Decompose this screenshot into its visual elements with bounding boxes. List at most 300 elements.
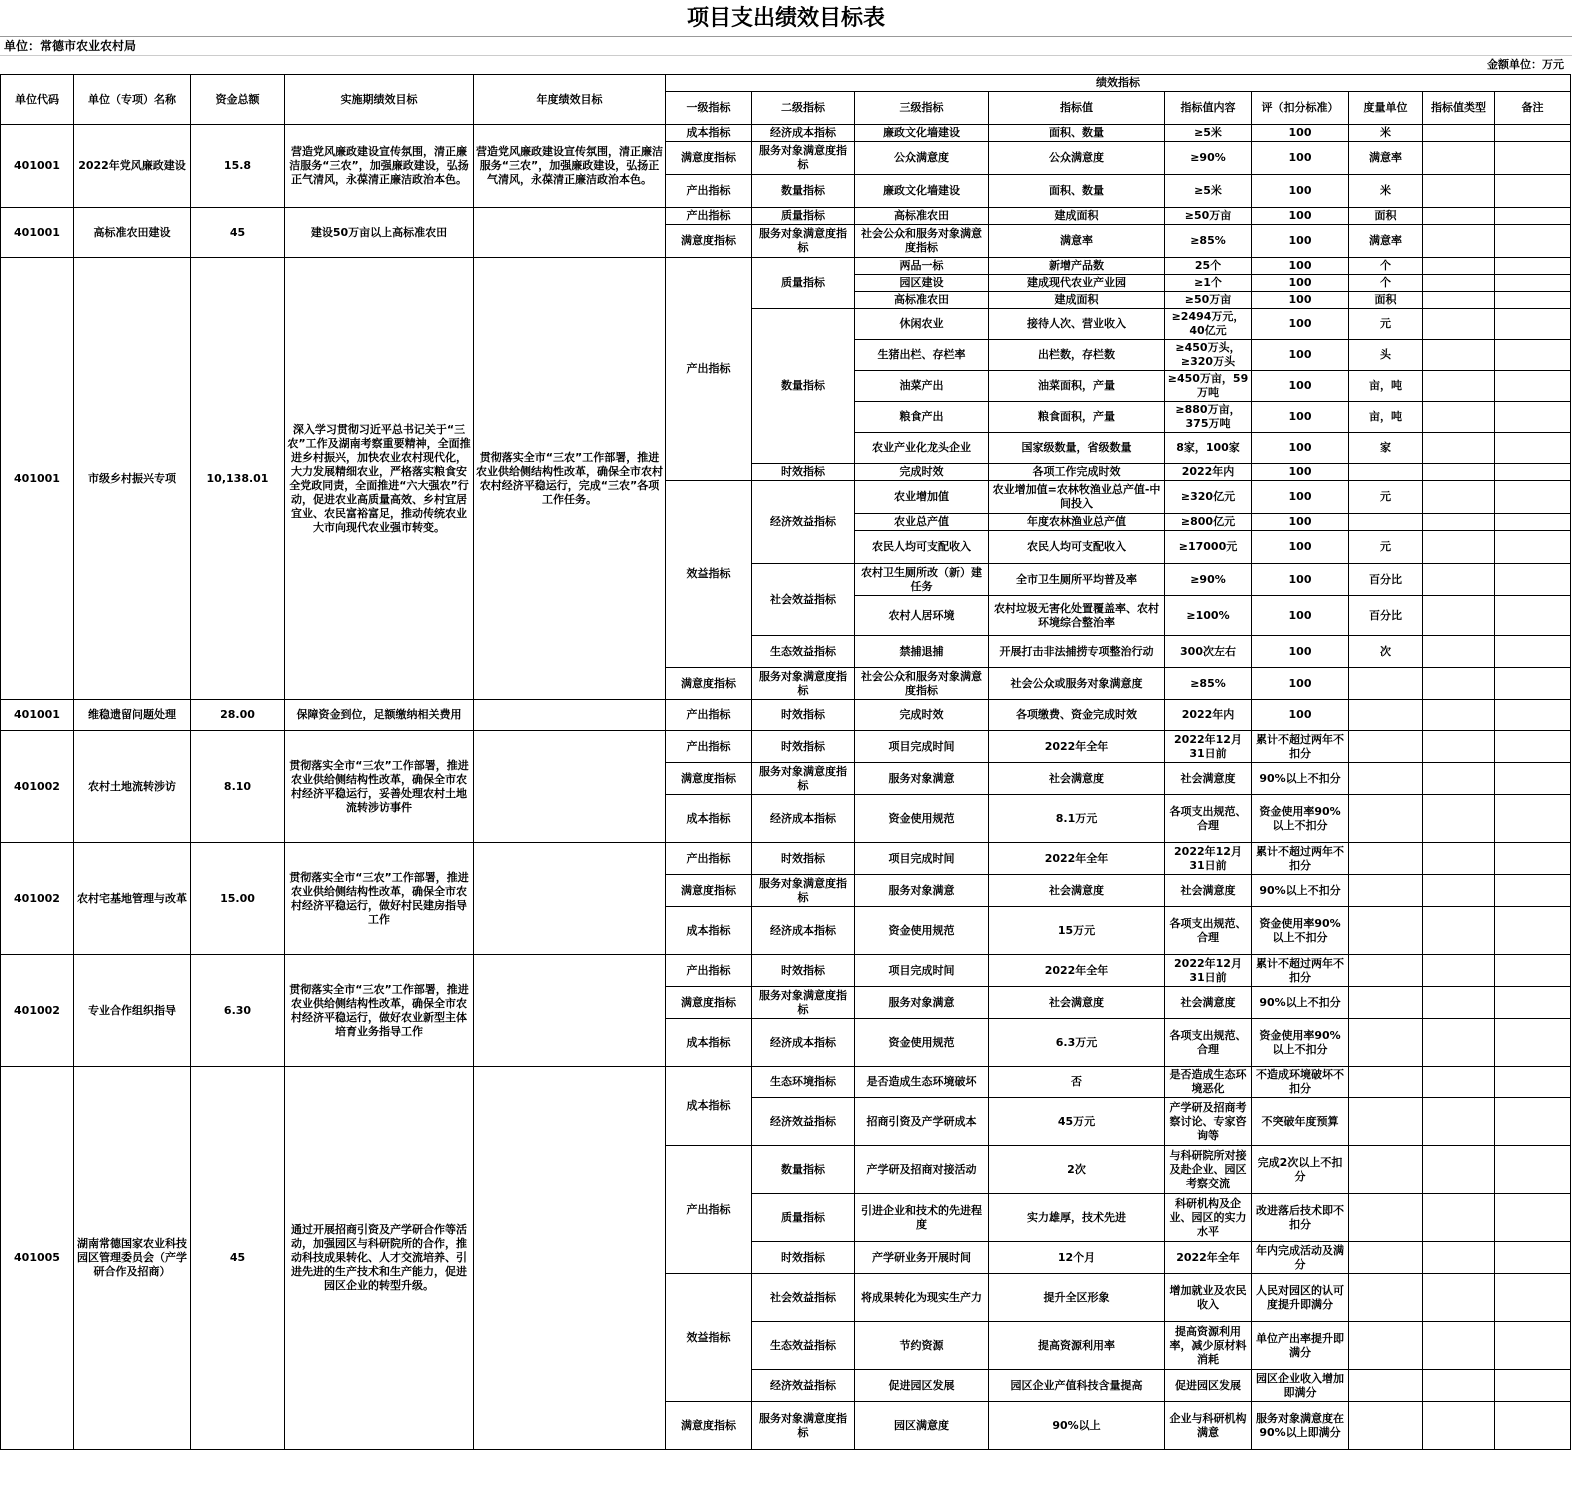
indicator-measure-unit: [1349, 1067, 1423, 1098]
indicator-score: 单位产出率提升即满分: [1252, 1322, 1349, 1370]
indicator-content: ≥85%: [1165, 668, 1252, 700]
level2-indicator: 经济效益指标: [752, 1098, 855, 1146]
indicator-value: 6.3万元: [989, 1019, 1165, 1067]
project-annual-goal: [474, 955, 666, 1067]
indicator-value-type: [1423, 402, 1495, 433]
header-remark: 备注: [1495, 92, 1571, 125]
indicator-score: 100: [1252, 596, 1349, 636]
indicator-measure-unit: [1349, 1098, 1423, 1146]
indicator-measure-unit: [1349, 987, 1423, 1019]
indicator-value: 农业增加值=农林牧渔业总产值-中间投入: [989, 481, 1165, 514]
level3-indicator: 农业总产值: [855, 514, 989, 531]
level3-indicator: 公众满意度: [855, 142, 989, 175]
level3-indicator: 油菜产出: [855, 371, 989, 402]
indicator-score: 100: [1252, 340, 1349, 371]
level3-indicator: 服务对象满意: [855, 763, 989, 795]
level2-indicator: 服务对象满意度指标: [752, 142, 855, 175]
indicator-score: 100: [1252, 225, 1349, 258]
indicator-measure-unit: 个: [1349, 275, 1423, 292]
indicator-remark: [1495, 907, 1571, 955]
indicator-value: 90%以上: [989, 1402, 1165, 1450]
indicator-score: 不突破年度预算: [1252, 1098, 1349, 1146]
level1-indicator: 满意度指标: [666, 763, 752, 795]
indicator-measure-unit: [1349, 843, 1423, 875]
indicator-value: 2022年全年: [989, 955, 1165, 987]
level3-indicator: 农民人均可支配收入: [855, 531, 989, 564]
project-code: 401001: [1, 125, 74, 208]
indicator-content: 8家，100家: [1165, 433, 1252, 464]
project-annual-goal: [474, 731, 666, 843]
indicator-content: 300次左右: [1165, 636, 1252, 668]
level3-indicator: 园区满意度: [855, 1402, 989, 1450]
money-unit-label: 金额单位：万元: [1487, 58, 1564, 71]
level3-indicator: 产学研及招商对接活动: [855, 1146, 989, 1194]
indicator-score: 90%以上不扣分: [1252, 987, 1349, 1019]
project-annual-goal: 营造党风廉政建设宣传氛围，清正廉洁服务“三农”，加强廉政建设，弘扬正气清风，永葆清正廉洁政治本色。: [474, 125, 666, 208]
indicator-value: 提高资源利用率: [989, 1322, 1165, 1370]
level2-indicator: 生态效益指标: [752, 636, 855, 668]
indicator-measure-unit: [1349, 907, 1423, 955]
indicator-score: 累计不超过两年不扣分: [1252, 843, 1349, 875]
indicator-score: 100: [1252, 208, 1349, 225]
indicator-content: 2022年12月31日前: [1165, 955, 1252, 987]
indicator-measure-unit: 米: [1349, 125, 1423, 142]
project-annual-goal: [474, 208, 666, 258]
project-amount: 15.00: [191, 843, 285, 955]
level3-indicator: 休闲农业: [855, 309, 989, 340]
level2-indicator: 数量指标: [752, 309, 855, 464]
indicator-value-type: [1423, 433, 1495, 464]
table-row: [1, 700, 1571, 731]
indicator-score: 100: [1252, 700, 1349, 731]
indicator-remark: [1495, 514, 1571, 531]
project-name: 维稳遗留问题处理: [74, 700, 191, 731]
indicator-remark: [1495, 596, 1571, 636]
indicator-measure-unit: [1349, 1322, 1423, 1370]
level2-indicator: 服务对象满意度指标: [752, 875, 855, 907]
indicator-value: 各项工作完成时效: [989, 464, 1165, 481]
indicator-value-type: [1423, 763, 1495, 795]
unit-label: 单位：常德市农业农村局: [0, 37, 1572, 56]
indicator-score: 90%以上不扣分: [1252, 875, 1349, 907]
level3-indicator: 引进企业和技术的先进程度: [855, 1194, 989, 1242]
indicator-content: ≥5米: [1165, 175, 1252, 208]
level2-indicator: 时效指标: [752, 955, 855, 987]
level2-indicator: 服务对象满意度指标: [752, 987, 855, 1019]
indicator-value: 建成面积: [989, 208, 1165, 225]
indicator-content: 产学研及招商考察讨论、专家咨询等: [1165, 1098, 1252, 1146]
indicator-measure-unit: [1349, 700, 1423, 731]
level1-indicator: 满意度指标: [666, 668, 752, 700]
project-period-goal: 贯彻落实全市“三农”工作部署，推进农业供给侧结构性改革，确保全市农村经济平稳运行，做好村民建房指导工作: [285, 843, 474, 955]
level1-indicator: 满意度指标: [666, 225, 752, 258]
level2-indicator: 时效指标: [752, 1242, 855, 1274]
table-row: [1, 125, 1571, 142]
level2-indicator: 经济成本指标: [752, 795, 855, 843]
level3-indicator: 是否造成生态环境破坏: [855, 1067, 989, 1098]
indicator-value-type: [1423, 275, 1495, 292]
indicator-measure-unit: 次: [1349, 636, 1423, 668]
level1-indicator: 产出指标: [666, 700, 752, 731]
indicator-score: 年内完成活动及满分: [1252, 1242, 1349, 1274]
indicator-score: 100: [1252, 481, 1349, 514]
header-score: 评（扣分标准）: [1252, 92, 1349, 125]
indicator-content: 提高资源利用率，减少原材料消耗: [1165, 1322, 1252, 1370]
header-level3: 三级指标: [855, 92, 989, 125]
indicator-content: 企业与科研机构满意: [1165, 1402, 1252, 1450]
indicator-content: ≥320亿元: [1165, 481, 1252, 514]
level1-indicator: 成本指标: [666, 1067, 752, 1146]
indicator-remark: [1495, 464, 1571, 481]
level3-indicator: 项目完成时间: [855, 843, 989, 875]
indicator-measure-unit: [1349, 763, 1423, 795]
level3-indicator: 完成时效: [855, 700, 989, 731]
project-period-goal: 建设50万亩以上高标准农田: [285, 208, 474, 258]
level2-indicator: 经济效益指标: [752, 481, 855, 564]
indicator-value: 2022年全年: [989, 731, 1165, 763]
indicator-score: 100: [1252, 402, 1349, 433]
indicator-remark: [1495, 1194, 1571, 1242]
indicator-measure-unit: 百分比: [1349, 564, 1423, 596]
table-row: [1, 955, 1571, 987]
indicator-value: 2次: [989, 1146, 1165, 1194]
level3-indicator: 社会公众和服务对象满意度指标: [855, 668, 989, 700]
level2-indicator: 经济成本指标: [752, 1019, 855, 1067]
indicator-remark: [1495, 731, 1571, 763]
indicator-value-type: [1423, 596, 1495, 636]
indicator-value: 粮食面积，产量: [989, 402, 1165, 433]
indicator-measure-unit: [1349, 875, 1423, 907]
level1-indicator: 满意度指标: [666, 1402, 752, 1450]
indicator-value-type: [1423, 875, 1495, 907]
indicator-content: 是否造成生态环境恶化: [1165, 1067, 1252, 1098]
indicator-value-type: [1423, 1067, 1495, 1098]
indicator-value-type: [1423, 1194, 1495, 1242]
indicator-value-type: [1423, 700, 1495, 731]
indicator-score: 园区企业收入增加即满分: [1252, 1370, 1349, 1402]
header-value: 指标值: [989, 92, 1165, 125]
indicator-score: 不造成环境破坏不扣分: [1252, 1067, 1349, 1098]
header-level2: 二级指标: [752, 92, 855, 125]
indicator-measure-unit: 元: [1349, 309, 1423, 340]
level1-indicator: 成本指标: [666, 795, 752, 843]
indicator-remark: [1495, 309, 1571, 340]
indicator-value: 45万元: [989, 1098, 1165, 1146]
indicator-value: 社会公众或服务对象满意度: [989, 668, 1165, 700]
indicator-measure-unit: [1349, 1274, 1423, 1322]
level2-indicator: 时效指标: [752, 700, 855, 731]
indicator-score: 100: [1252, 531, 1349, 564]
header-unit-name: 单位（专项）名称: [74, 75, 191, 125]
level3-indicator: 廉政文化墙建设: [855, 125, 989, 142]
project-amount: 45: [191, 1067, 285, 1450]
level3-indicator: 农业产业化龙头企业: [855, 433, 989, 464]
indicator-score: 100: [1252, 175, 1349, 208]
indicator-value-type: [1423, 1098, 1495, 1146]
indicator-value-type: [1423, 481, 1495, 514]
indicator-value: 农民人均可支配收入: [989, 531, 1165, 564]
indicator-measure-unit: 满意率: [1349, 142, 1423, 175]
project-annual-goal: [474, 700, 666, 731]
indicator-value: 否: [989, 1067, 1165, 1098]
indicator-measure-unit: [1349, 464, 1423, 481]
indicator-measure-unit: 头: [1349, 340, 1423, 371]
indicator-value-type: [1423, 309, 1495, 340]
indicator-content: ≥880万亩，375万吨: [1165, 402, 1252, 433]
project-period-goal: 贯彻落实全市“三农”工作部署，推进农业供给侧结构性改革，确保全市农村经济平稳运行，做好农业新型主体培育业务指导工作: [285, 955, 474, 1067]
level2-indicator: 质量指标: [752, 208, 855, 225]
indicator-value: 实力雄厚，技术先进: [989, 1194, 1165, 1242]
indicator-value: 各项缴费、资金完成时效: [989, 700, 1165, 731]
project-name: 市级乡村振兴专项: [74, 258, 191, 700]
level2-indicator: 时效指标: [752, 731, 855, 763]
indicator-value-type: [1423, 464, 1495, 481]
indicator-score: 100: [1252, 371, 1349, 402]
header-indicators: 绩效指标: [666, 75, 1571, 92]
indicator-content: 25个: [1165, 258, 1252, 275]
project-period-goal: 营造党风廉政建设宣传氛围，清正廉洁服务“三农”，加强廉政建设，弘扬正气清风，永葆清正廉洁政治本色。: [285, 125, 474, 208]
indicator-remark: [1495, 481, 1571, 514]
indicator-score: 100: [1252, 125, 1349, 142]
indicator-value-type: [1423, 514, 1495, 531]
table-row: [1, 1067, 1571, 1098]
indicator-measure-unit: 满意率: [1349, 225, 1423, 258]
indicator-score: 资金使用率90%以上不扣分: [1252, 795, 1349, 843]
indicator-score: 完成2次以上不扣分: [1252, 1146, 1349, 1194]
level3-indicator: 资金使用规范: [855, 795, 989, 843]
indicator-value: 油菜面积，产量: [989, 371, 1165, 402]
indicator-content: 社会满意度: [1165, 875, 1252, 907]
indicator-remark: [1495, 763, 1571, 795]
indicator-score: 100: [1252, 668, 1349, 700]
indicator-value-type: [1423, 225, 1495, 258]
indicator-value-type: [1423, 1402, 1495, 1450]
indicator-measure-unit: 米: [1349, 175, 1423, 208]
indicator-value-type: [1423, 955, 1495, 987]
project-period-goal: 保障资金到位，足额缴纳相关费用: [285, 700, 474, 731]
indicator-value-type: [1423, 907, 1495, 955]
indicator-content: 2022年12月31日前: [1165, 731, 1252, 763]
indicator-content: 促进园区发展: [1165, 1370, 1252, 1402]
indicator-value-type: [1423, 371, 1495, 402]
indicator-measure-unit: 百分比: [1349, 596, 1423, 636]
indicator-score: 100: [1252, 309, 1349, 340]
indicator-remark: [1495, 371, 1571, 402]
level1-indicator: 产出指标: [666, 258, 752, 481]
project-amount: 10,138.01: [191, 258, 285, 700]
indicator-value-type: [1423, 1274, 1495, 1322]
indicator-remark: [1495, 875, 1571, 907]
level2-indicator: 生态环境指标: [752, 1067, 855, 1098]
indicator-score: 100: [1252, 564, 1349, 596]
indicator-value: 社会满意度: [989, 763, 1165, 795]
level2-indicator: 经济成本指标: [752, 125, 855, 142]
indicator-remark: [1495, 1019, 1571, 1067]
indicator-measure-unit: 面积: [1349, 208, 1423, 225]
project-name: 专业合作组织指导: [74, 955, 191, 1067]
indicator-content: ≥5米: [1165, 125, 1252, 142]
indicator-remark: [1495, 700, 1571, 731]
indicator-content: 2022年全年: [1165, 1242, 1252, 1274]
indicator-value-type: [1423, 531, 1495, 564]
table-row: [1, 731, 1571, 763]
indicator-content: 增加就业及农民收入: [1165, 1274, 1252, 1322]
level1-indicator: 产出指标: [666, 955, 752, 987]
project-code: 401002: [1, 843, 74, 955]
indicator-remark: [1495, 987, 1571, 1019]
indicator-remark: [1495, 668, 1571, 700]
page-title: 项目支出绩效目标表: [0, 0, 1572, 37]
level1-indicator: 产出指标: [666, 175, 752, 208]
indicator-value-type: [1423, 843, 1495, 875]
indicator-value-type: [1423, 987, 1495, 1019]
header-period-goal: 实施期绩效目标: [285, 75, 474, 125]
indicator-value: 建成现代农业产业园: [989, 275, 1165, 292]
header-annual-goal: 年度绩效目标: [474, 75, 666, 125]
indicator-content: ≥800亿元: [1165, 514, 1252, 531]
project-period-goal: 贯彻落实全市“三农”工作部署，推进农业供给侧结构性改革，确保全市农村经济平稳运行，妥善处理农村土地流转涉访事件: [285, 731, 474, 843]
indicator-value: 国家级数量，省级数量: [989, 433, 1165, 464]
indicator-remark: [1495, 433, 1571, 464]
indicator-measure-unit: [1349, 795, 1423, 843]
indicator-remark: [1495, 955, 1571, 987]
indicator-value: 全市卫生厕所平均普及率: [989, 564, 1165, 596]
indicator-measure-unit: [1349, 1402, 1423, 1450]
level3-indicator: 农村卫生厕所改（新）建任务: [855, 564, 989, 596]
indicator-value: 出栏数，存栏数: [989, 340, 1165, 371]
level1-indicator: 满意度指标: [666, 987, 752, 1019]
indicator-content: ≥1个: [1165, 275, 1252, 292]
indicator-value-type: [1423, 175, 1495, 208]
table-row: [1, 843, 1571, 875]
indicator-value: 园区企业产值科技含量提高: [989, 1370, 1165, 1402]
level1-indicator: 产出指标: [666, 731, 752, 763]
header-value-type: 指标值类型: [1423, 92, 1495, 125]
indicator-measure-unit: [1349, 1242, 1423, 1274]
indicator-value-type: [1423, 208, 1495, 225]
indicator-value-type: [1423, 795, 1495, 843]
level3-indicator: 项目完成时间: [855, 955, 989, 987]
level3-indicator: 粮食产出: [855, 402, 989, 433]
level1-indicator: 产出指标: [666, 1146, 752, 1274]
project-name: 高标准农田建设: [74, 208, 191, 258]
project-code: 401001: [1, 258, 74, 700]
indicator-measure-unit: 元: [1349, 531, 1423, 564]
indicator-value-type: [1423, 142, 1495, 175]
project-code: 401001: [1, 208, 74, 258]
indicator-score: 人民对园区的认可度提升即满分: [1252, 1274, 1349, 1322]
project-name: 农村宅基地管理与改革: [74, 843, 191, 955]
indicator-score: 100: [1252, 636, 1349, 668]
level3-indicator: 园区建设: [855, 275, 989, 292]
indicator-content: 科研机构及企业、园区的实力水平: [1165, 1194, 1252, 1242]
indicator-value: 15万元: [989, 907, 1165, 955]
indicator-measure-unit: [1349, 1019, 1423, 1067]
project-period-goal: 深入学习贯彻习近平总书记关于“三农”工作及湖南考察重要精神，全面推进乡村振兴，加快农业农村现代化，大力发展精细农业，严格落实粮食安全党政同责，全面推进“六大强农”行动，促进农业高质量高效、乡村宜居宜业、农民富裕富足，推动传统农业大市向现代农业强市转变。: [285, 258, 474, 700]
project-code: 401005: [1, 1067, 74, 1450]
indicator-score: 100: [1252, 433, 1349, 464]
indicator-content: 2022年内: [1165, 700, 1252, 731]
indicator-content: ≥100%: [1165, 596, 1252, 636]
project-period-goal: 通过开展招商引资及产学研合作等活动，加强园区与科研院所的合作，推动科技成果转化、人才交流培养、引进先进的生产技术和生产能力，促进园区企业的转型升级。: [285, 1067, 474, 1450]
indicator-value-type: [1423, 668, 1495, 700]
level3-indicator: 促进园区发展: [855, 1370, 989, 1402]
indicator-remark: [1495, 795, 1571, 843]
level2-indicator: 经济效益指标: [752, 1370, 855, 1402]
level2-indicator: 社会效益指标: [752, 1274, 855, 1322]
level3-indicator: 社会公众和服务对象满意度指标: [855, 225, 989, 258]
level1-indicator: 效益指标: [666, 481, 752, 668]
indicator-value-type: [1423, 564, 1495, 596]
project-amount: 8.10: [191, 731, 285, 843]
level1-indicator: 满意度指标: [666, 875, 752, 907]
indicator-remark: [1495, 1098, 1571, 1146]
indicator-content: ≥90%: [1165, 564, 1252, 596]
level1-indicator: 满意度指标: [666, 142, 752, 175]
indicator-remark: [1495, 1146, 1571, 1194]
project-code: 401002: [1, 955, 74, 1067]
indicator-content: ≥50万亩: [1165, 208, 1252, 225]
level2-indicator: 质量指标: [752, 1194, 855, 1242]
level1-indicator: 成本指标: [666, 1019, 752, 1067]
table-row: [1, 208, 1571, 225]
indicator-remark: [1495, 1402, 1571, 1450]
level3-indicator: 完成时效: [855, 464, 989, 481]
indicator-value: 面积、数量: [989, 125, 1165, 142]
project-amount: 15.8: [191, 125, 285, 208]
level1-indicator: 效益指标: [666, 1274, 752, 1402]
level3-indicator: 高标准农田: [855, 208, 989, 225]
level3-indicator: 节约资源: [855, 1322, 989, 1370]
indicator-score: 100: [1252, 275, 1349, 292]
header-level1: 一级指标: [666, 92, 752, 125]
indicator-value-type: [1423, 1019, 1495, 1067]
project-annual-goal: [474, 1067, 666, 1450]
level3-indicator: 服务对象满意: [855, 875, 989, 907]
indicator-value-type: [1423, 1322, 1495, 1370]
level3-indicator: 农村人居环境: [855, 596, 989, 636]
indicator-remark: [1495, 531, 1571, 564]
project-amount: 6.30: [191, 955, 285, 1067]
level2-indicator: 数量指标: [752, 1146, 855, 1194]
level2-indicator: 经济成本指标: [752, 907, 855, 955]
indicator-value: 提升全区形象: [989, 1274, 1165, 1322]
header-content: 指标值内容: [1165, 92, 1252, 125]
project-name: 2022年党风廉政建设: [74, 125, 191, 208]
indicator-remark: [1495, 258, 1571, 275]
indicator-measure-unit: [1349, 1194, 1423, 1242]
indicator-score: 100: [1252, 464, 1349, 481]
indicator-remark: [1495, 225, 1571, 258]
indicator-value-type: [1423, 1146, 1495, 1194]
level3-indicator: 将成果转化为现实生产力: [855, 1274, 989, 1322]
indicator-content: 2022年12月31日前: [1165, 843, 1252, 875]
indicator-value-type: [1423, 1242, 1495, 1274]
indicator-measure-unit: [1349, 1370, 1423, 1402]
indicator-content: 与科研院所对接及赴企业、园区考察交流: [1165, 1146, 1252, 1194]
indicator-content: ≥85%: [1165, 225, 1252, 258]
indicator-measure-unit: 亩，吨: [1349, 402, 1423, 433]
table-row: [1, 258, 1571, 275]
indicator-content: 社会满意度: [1165, 987, 1252, 1019]
project-annual-goal: [474, 843, 666, 955]
level3-indicator: 高标准农田: [855, 292, 989, 309]
indicator-score: 100: [1252, 142, 1349, 175]
level2-indicator: 服务对象满意度指标: [752, 225, 855, 258]
level3-indicator: 产学研业务开展时间: [855, 1242, 989, 1274]
indicator-value: 满意率: [989, 225, 1165, 258]
indicator-measure-unit: 亩，吨: [1349, 371, 1423, 402]
